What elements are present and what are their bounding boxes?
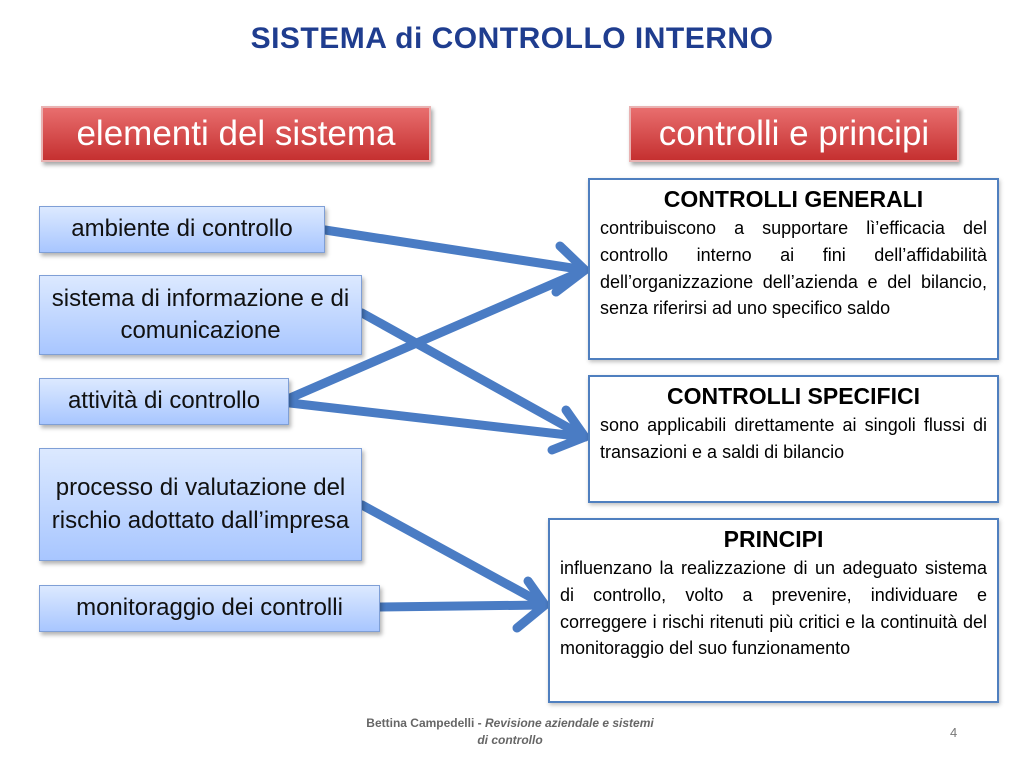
box-controlli-generali bbox=[588, 178, 999, 360]
element-monitoraggio-label: monitoraggio dei controlli bbox=[76, 594, 343, 622]
box-principi-heading: PRINCIPI bbox=[723, 526, 824, 552]
arrow-rischio-to-principi bbox=[362, 505, 545, 605]
element-monitoraggio bbox=[39, 585, 380, 632]
footer-author: Bettina Campedelli - bbox=[366, 716, 485, 730]
slide-title: SISTEMA di CONTROLLO INTERNO bbox=[250, 22, 774, 55]
box-controlli-generali-text: contribuiscono a supportare lì’efficacia del controllo interno ai fini dell’affidabilità dell’organizzazione dell’azienda e del bilancio, senza riferirsi ad uno specifico saldo bbox=[600, 218, 987, 319]
element-rischio-label: processo di valutazione del rischio adottato dall’impresa bbox=[51, 474, 350, 534]
arrow-ambiente-to-generali bbox=[325, 230, 585, 270]
header-elements-label: elementi del sistema bbox=[76, 114, 396, 153]
box-principi-text: influenzano la realizzazione di un adeguato sistema di controllo, volto a prevenire, individuare e correggere i rischi ritenuti più critici e la continuità del monitoraggio del suo funzionamento bbox=[560, 558, 987, 659]
footer bbox=[360, 715, 660, 750]
footer-course: Revisione aziendale e sistemi di controllo bbox=[477, 716, 654, 748]
box-controlli-specifici bbox=[588, 375, 999, 503]
element-rischio bbox=[39, 448, 362, 561]
arrow-monitoraggio-to-principi bbox=[380, 605, 545, 607]
element-ambiente-label: ambiente di controllo bbox=[71, 215, 293, 243]
box-principi bbox=[548, 518, 999, 703]
box-controlli-specifici-heading: CONTROLLI SPECIFICI bbox=[667, 383, 920, 409]
header-controls-label: controlli e principi bbox=[658, 114, 930, 153]
element-ambiente bbox=[39, 206, 325, 253]
element-informazione bbox=[39, 275, 362, 355]
page-number: 4 bbox=[950, 725, 958, 740]
element-attivita bbox=[39, 378, 289, 425]
element-informazione-label: sistema di informazione e di comunicazione bbox=[51, 284, 350, 344]
box-controlli-specifici-text: sono applicabili direttamente ai singoli flussi di transazioni e a saldi di bilancio bbox=[600, 415, 987, 462]
element-attivita-label: attività di controllo bbox=[67, 387, 261, 415]
box-controlli-generali-heading: CONTROLLI GENERALI bbox=[663, 186, 924, 212]
